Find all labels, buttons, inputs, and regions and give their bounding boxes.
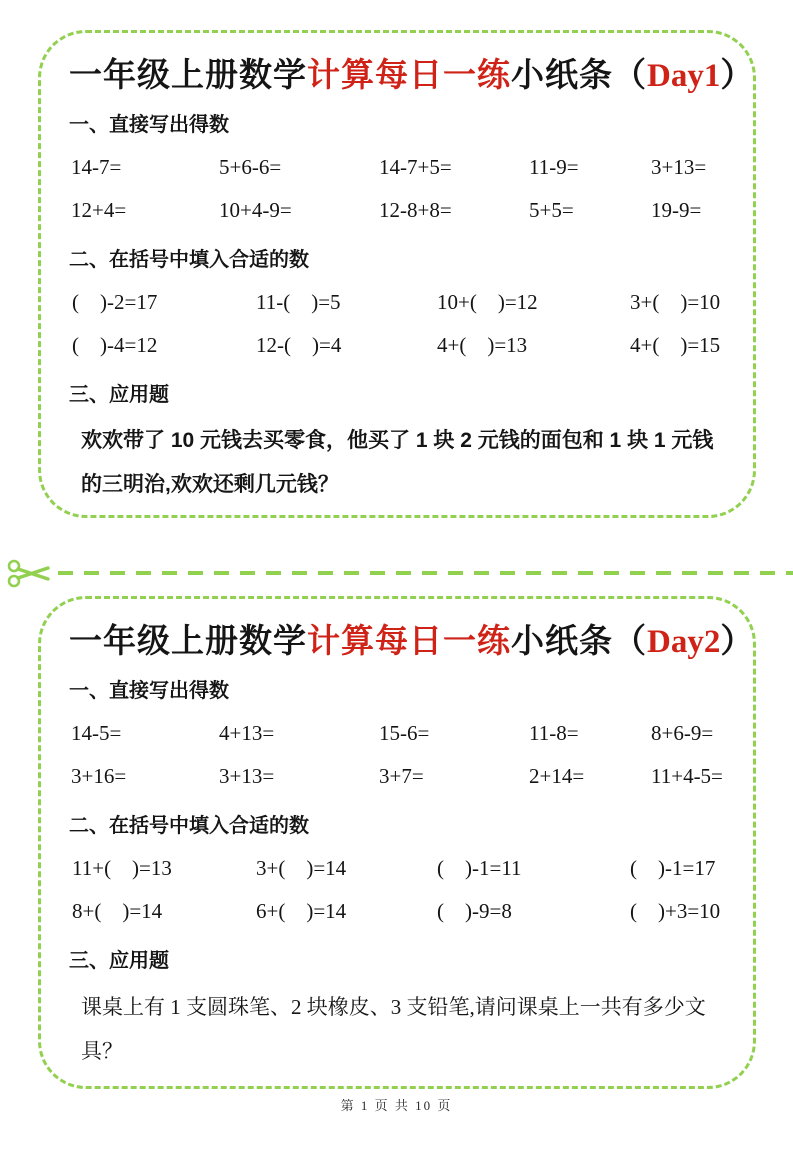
math-problem: 4+( )=15 bbox=[630, 333, 721, 357]
equation-row bbox=[69, 197, 729, 223]
math-problem: 8+6-9= bbox=[651, 721, 714, 745]
title-prefix: 一年级上册数学 bbox=[69, 56, 307, 93]
title-highlight: 计算每日一练 bbox=[307, 56, 511, 93]
math-problem: ( )-9=8 bbox=[437, 899, 512, 923]
title-prefix: 一年级上册数学 bbox=[69, 622, 307, 659]
math-problem: 14-7= bbox=[71, 155, 122, 179]
title-paren-close: ） bbox=[720, 56, 755, 93]
math-problem: 3+( )=10 bbox=[630, 290, 721, 314]
card-title-day1 bbox=[69, 53, 755, 98]
cut-dashed-line bbox=[58, 571, 793, 575]
math-problem: 11+( )=13 bbox=[72, 856, 172, 880]
math-problem: 11-9= bbox=[529, 155, 579, 179]
title-day-number: Day1 bbox=[647, 58, 721, 94]
math-problem: 12-( )=4 bbox=[256, 333, 342, 357]
equation-row bbox=[69, 898, 729, 924]
math-problem: 10+( )=12 bbox=[437, 290, 538, 314]
section-heading-direct-calc: 一、直接写出得数 bbox=[69, 680, 229, 702]
math-problem: 3+16= bbox=[71, 764, 127, 788]
math-problem: 5+5= bbox=[529, 198, 574, 222]
title-paren-close: ） bbox=[720, 622, 755, 659]
equation-row bbox=[69, 855, 729, 881]
equation-row bbox=[69, 763, 729, 789]
equation-row bbox=[69, 154, 729, 180]
title-suffix: 小纸条 bbox=[511, 622, 613, 659]
section-heading-word-problem: 三、应用题 bbox=[69, 950, 169, 972]
math-problem: 4+13= bbox=[219, 721, 275, 745]
math-problem: 5+6-6= bbox=[219, 155, 282, 179]
math-problem: 3+( )=14 bbox=[256, 856, 347, 880]
math-problem: ( )-4=12 bbox=[72, 333, 158, 357]
word-problem-text: 欢欢带了 10 元钱去买零食，他买了 1 块 2 元钱的面包和 1 块 1 元钱的三明治,欢欢还剩几元钱？ bbox=[81, 429, 714, 496]
math-problem: 3+7= bbox=[379, 764, 424, 788]
math-problem: 11-( )=5 bbox=[256, 290, 341, 314]
page-number-footer: 第 1 页 共 10 页 bbox=[340, 1098, 453, 1113]
title-paren-open: （ bbox=[613, 56, 647, 93]
math-problem: 3+13= bbox=[219, 764, 275, 788]
math-problem: 12-8+8= bbox=[379, 198, 452, 222]
math-problem: ( )+3=10 bbox=[630, 899, 721, 923]
section-heading-fill-brackets: 二、在括号中填入合适的数 bbox=[69, 249, 309, 271]
math-problem: 3+13= bbox=[651, 155, 707, 179]
math-problem: 10+4-9= bbox=[219, 198, 292, 222]
math-problem: 11-8= bbox=[529, 721, 579, 745]
cut-line bbox=[0, 556, 793, 588]
word-problem-text: 课桌上有 1 支圆珠笔、2 块橡皮、3 支铅笔,请问课桌上一共有多少文具？ bbox=[81, 995, 706, 1063]
title-suffix: 小纸条 bbox=[511, 56, 613, 93]
worksheet-card-day2 bbox=[38, 596, 756, 1089]
title-paren-open: （ bbox=[613, 622, 647, 659]
math-problem: 14-5= bbox=[71, 721, 122, 745]
equation-row bbox=[69, 332, 729, 358]
math-problem: 19-9= bbox=[651, 198, 702, 222]
worksheet-page bbox=[0, 30, 793, 1152]
math-problem: 15-6= bbox=[379, 721, 430, 745]
title-day-number: Day2 bbox=[647, 624, 721, 660]
math-problem: 12+4= bbox=[71, 198, 127, 222]
math-problem: ( )-1=17 bbox=[630, 856, 716, 880]
card-title-day2 bbox=[69, 619, 755, 664]
equation-row bbox=[69, 720, 729, 746]
scissors-icon bbox=[6, 557, 52, 589]
section-heading-word-problem: 三、应用题 bbox=[69, 384, 169, 406]
math-problem: 8+( )=14 bbox=[72, 899, 163, 923]
math-problem: 6+( )=14 bbox=[256, 899, 347, 923]
equation-row bbox=[69, 289, 729, 315]
title-highlight: 计算每日一练 bbox=[307, 622, 511, 659]
math-problem: ( )-2=17 bbox=[72, 290, 158, 314]
section-heading-direct-calc: 一、直接写出得数 bbox=[69, 114, 229, 136]
math-problem: ( )-1=11 bbox=[437, 856, 522, 880]
section-heading-fill-brackets: 二、在括号中填入合适的数 bbox=[69, 815, 309, 837]
worksheet-card-day1 bbox=[38, 30, 756, 518]
math-problem: 11+4-5= bbox=[651, 764, 723, 788]
math-problem: 2+14= bbox=[529, 764, 585, 788]
math-problem: 4+( )=13 bbox=[437, 333, 528, 357]
math-problem: 14-7+5= bbox=[379, 155, 452, 179]
